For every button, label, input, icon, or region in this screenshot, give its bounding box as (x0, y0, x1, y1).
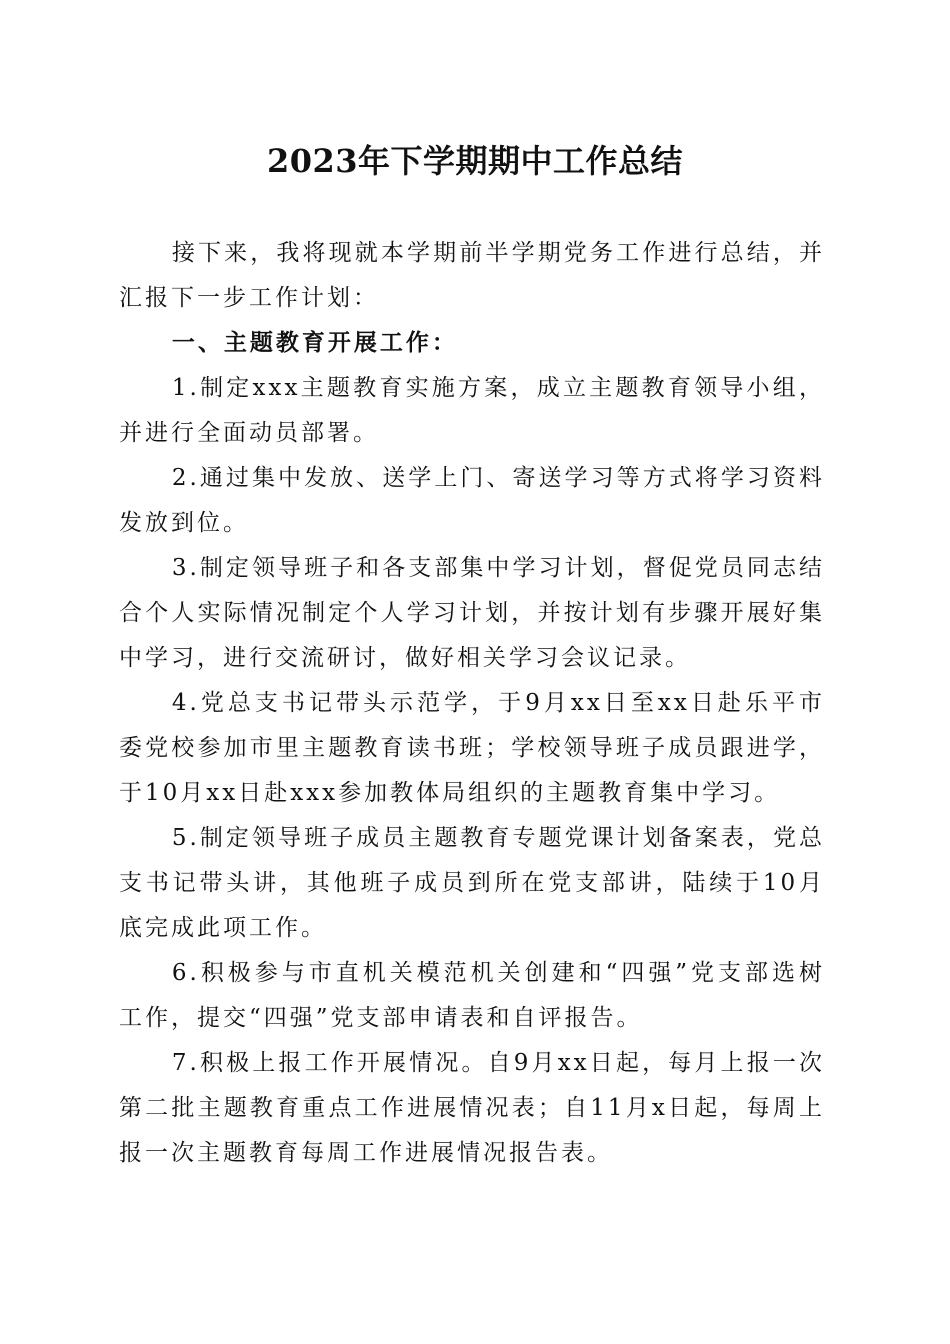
document-title: 2023年下学期期中工作总结 (266, 142, 684, 180)
list-item: 2.通过集中发放、送学上门、寄送学习等方式将学习资料发放到位。 (119, 465, 825, 536)
intro-paragraph: 接下来，我将现就本学期前半学期党务工作进行总结，并汇报下一步工作计划： (119, 240, 825, 311)
list-item: 5.制定领导班子成员主题教育专题党课计划备案表，党总支书记带头讲，其他班子成员到所在党支部讲，陆续于10月底完成此项工作。 (119, 825, 825, 941)
list-item: 6.积极参与市直机关模范机关创建和“四强”党支部选树工作，提交“四强”党支部申请表和自评报告。 (119, 960, 825, 1031)
list-item: 1.制定xxx主题教育实施方案，成立主题教育领导小组，并进行全面动员部署。 (119, 375, 825, 446)
section-heading: 一、主题教育开展工作： (171, 330, 458, 356)
list-item: 3.制定领导班子和各支部集中学习计划，督促党员同志结合个人实际情况制定个人学习计划，并按计划有步骤开展好集中学习，进行交流研讨，做好相关学习会议记录。 (119, 555, 825, 671)
list-item: 7.积极上报工作开展情况。自9月xx日起，每月上报一次第二批主题教育重点工作进展情况表；自11月x日起，每周上报一次主题教育每周工作进展情况报告表。 (119, 1050, 825, 1166)
list-item: 4.党总支书记带头示范学，于9月xx日至xx日赴乐平市委党校参加市里主题教育读书班；学校领导班子成员跟进学，于10月xx日赴xxx参加教体局组织的主题教育集中学习。 (119, 690, 825, 806)
document-body (119, 231, 825, 1176)
